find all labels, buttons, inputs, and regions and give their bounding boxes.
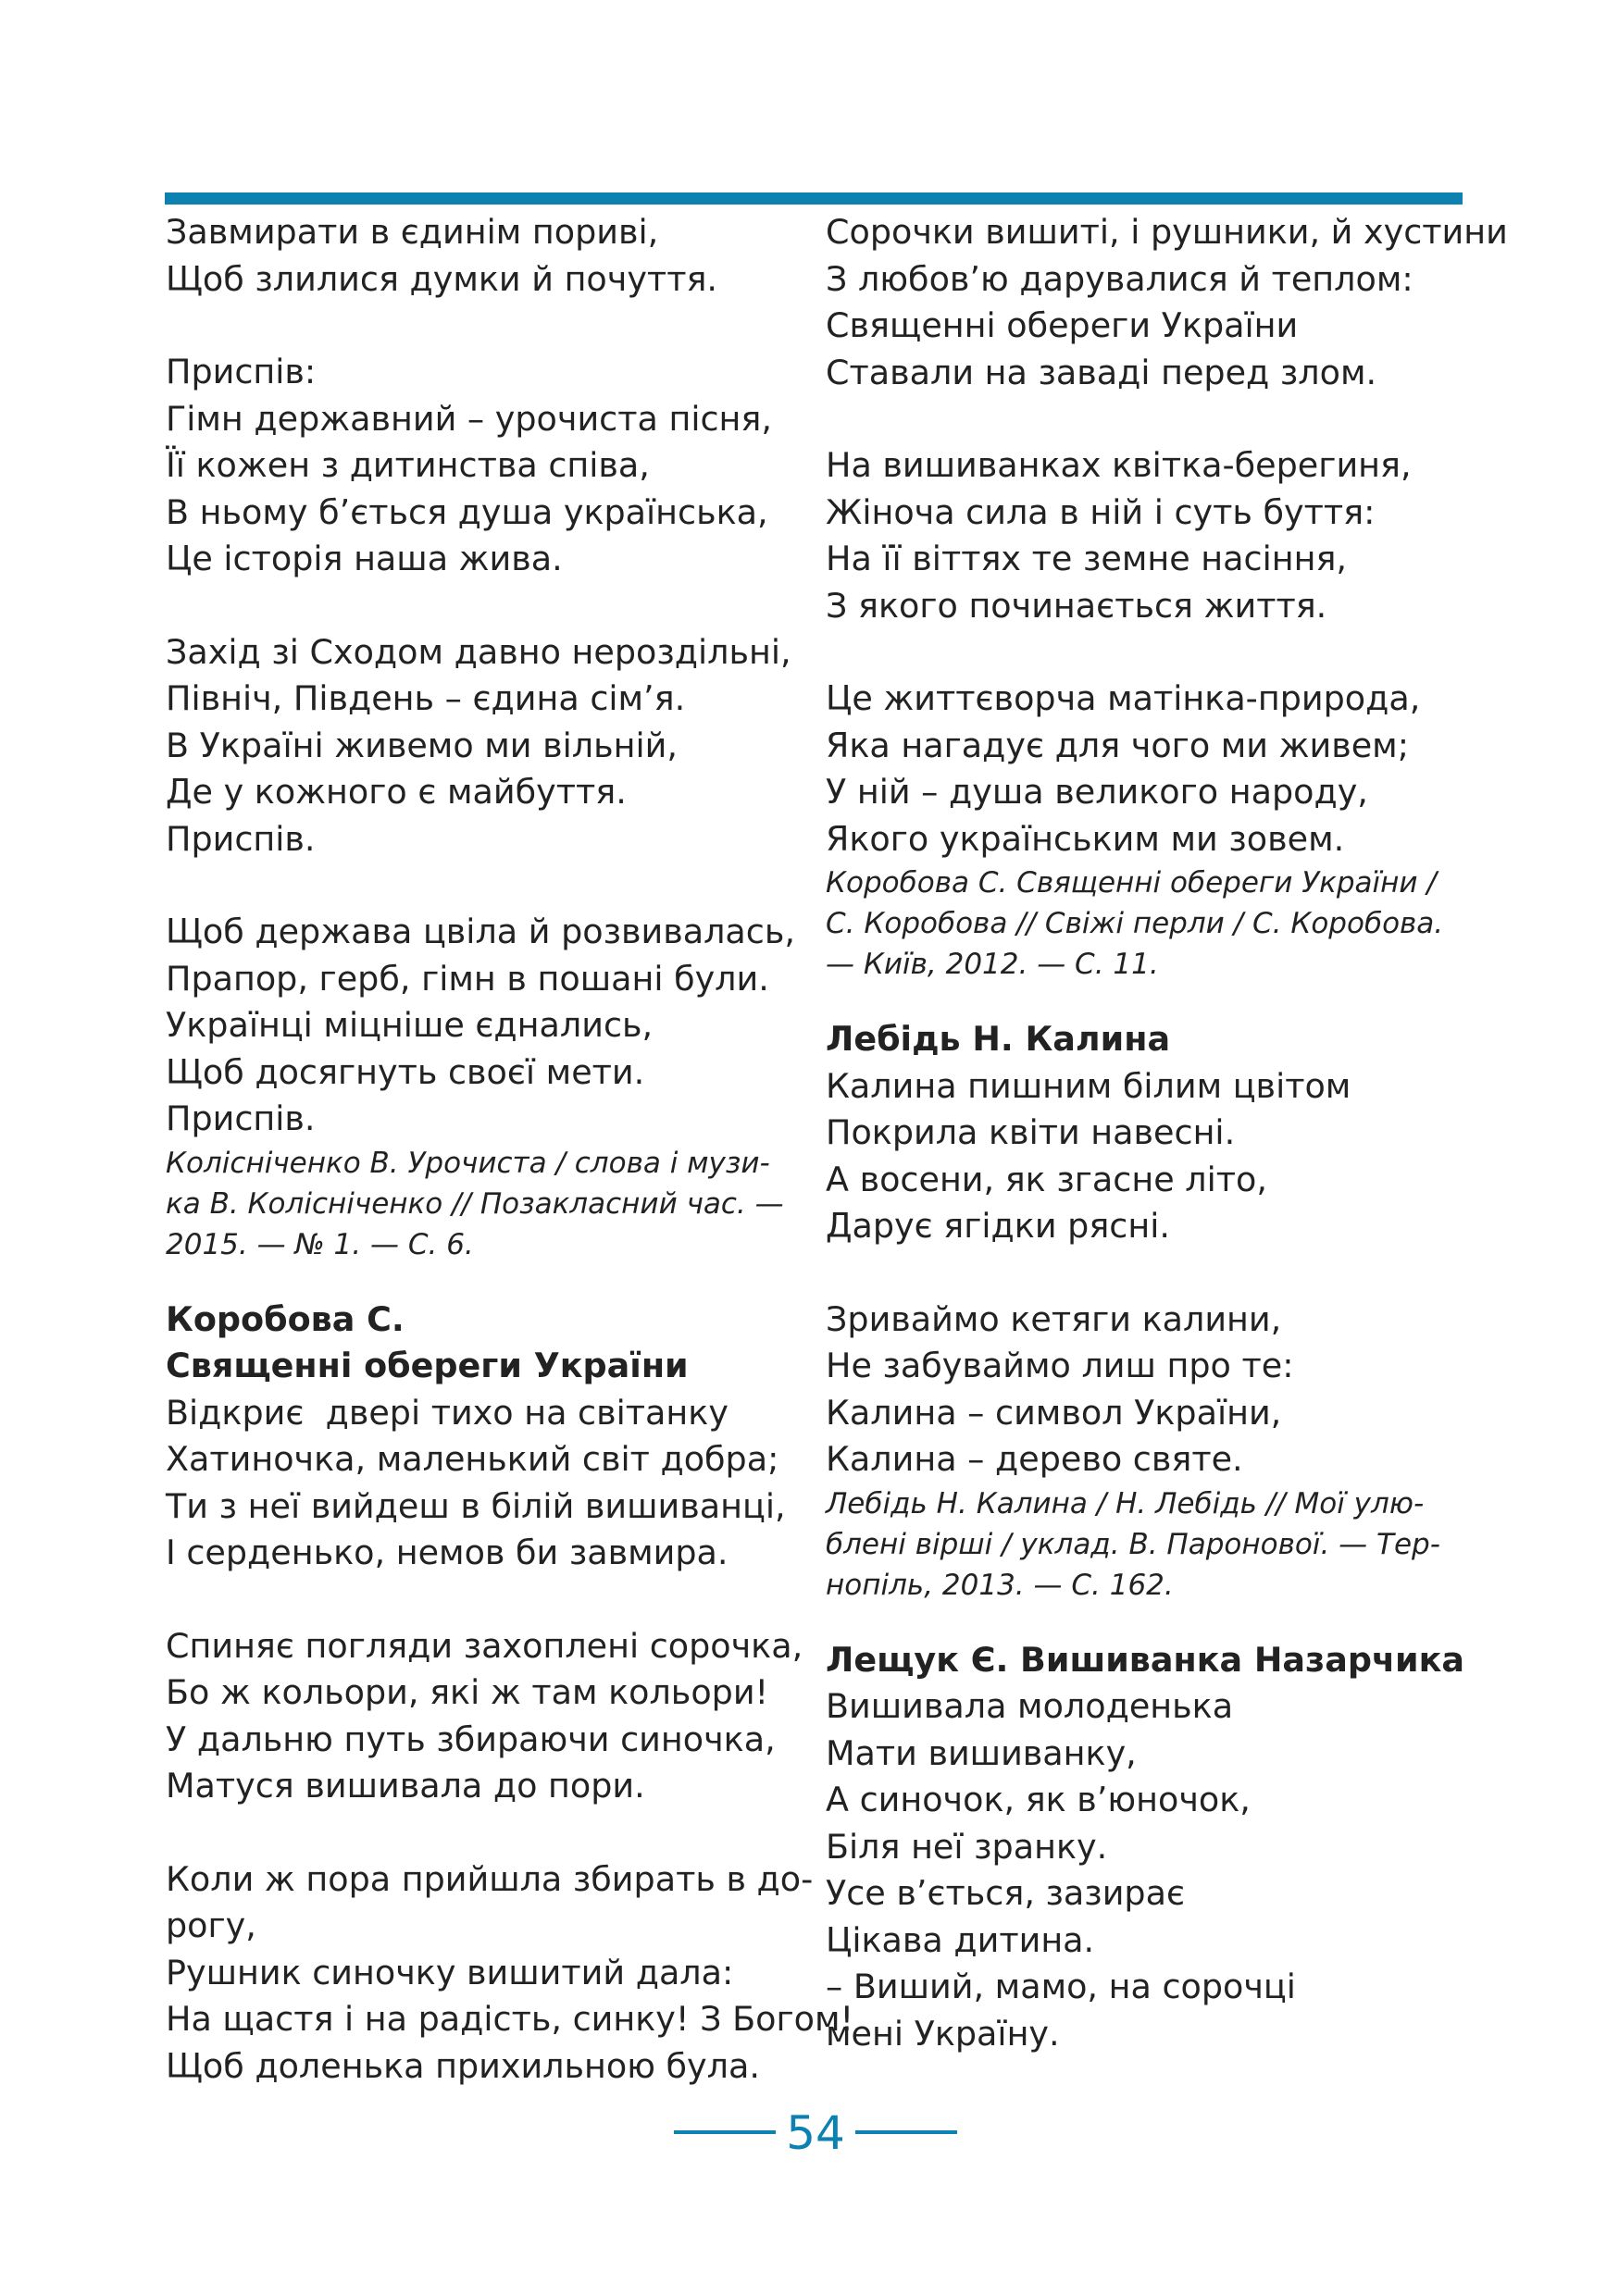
verse-line: Цікава дитина. <box>826 1919 1095 1960</box>
verse-line: В ньому б’ється душа українська, <box>166 491 768 532</box>
verse-line: Захід зі Сходом давно нероздільні, <box>166 631 791 672</box>
footer-rule-left <box>674 2130 776 2134</box>
verse-line: Зриваймо кетяги калини, <box>826 1298 1282 1339</box>
verse-line: Усе в’ється, зазирає <box>826 1873 1185 1913</box>
verse-line: Вишивала молоденька <box>826 1686 1234 1726</box>
verse-line: Ти з неї вийдеш в білій вишиванці, <box>166 1485 786 1526</box>
stanza <box>826 209 1508 396</box>
citation-line: Колісніченко В. Урочиста / слова і музи- <box>166 1146 770 1180</box>
verse-line: Її кожен з дитинства співа, <box>166 445 650 485</box>
footer-rule-right <box>855 2130 957 2134</box>
verse-line: – Виший, мамо, на сорочці <box>826 1967 1296 2006</box>
verse-line: Калина – дерево святе. <box>826 1439 1243 1479</box>
verse-line: Біля неї зранку. <box>826 1826 1108 1867</box>
verse-line: Дарує ягідки рясні. <box>826 1206 1170 1246</box>
verse-line: У дальню путь збираючи синочка, <box>166 1719 776 1759</box>
verse-line: У ній – душа великого народу, <box>826 772 1368 812</box>
verse-line: Жіноча сила в ній і суть буття: <box>826 491 1376 532</box>
poem-title: Лебідь Н. Калина <box>826 1019 1171 1059</box>
citation-line: блені вірші / уклад. В. Паронової. — Тер- <box>826 1527 1440 1561</box>
poem-title: Коробова С. <box>166 1298 405 1339</box>
verse-line: З якого починається життя. <box>826 585 1327 626</box>
citation <box>826 863 1478 985</box>
verse-line: На вишиванках квітка-берегиня, <box>826 445 1412 485</box>
citation-line: Коробова С. Священні обереги України / <box>826 866 1437 900</box>
citation <box>826 1483 1478 1606</box>
stanza <box>826 442 1478 629</box>
verse-line: Якого українським ми зовем. <box>826 818 1345 859</box>
verse-line: Калина пишним білим цвітом <box>826 1065 1351 1106</box>
verse-line: Сорочки вишиті, і рушники, й хустини <box>826 212 1508 252</box>
verse-line: Матуся вишивала до пори. <box>166 1766 645 1806</box>
citation-line: — Київ, 2012. — С. 11. <box>826 948 1159 981</box>
left-column <box>166 209 854 2090</box>
verse-line: З любов’ю дарувалися й теплом: <box>826 258 1414 299</box>
verse-line: Відкриє двері тихо на світанку <box>166 1392 729 1433</box>
verse-line: Ставали на заваді перед злом. <box>826 352 1377 392</box>
verse-line: Хатиночка, маленький світ добра; <box>166 1439 779 1479</box>
verse-line: Священні обереги України <box>826 305 1299 345</box>
verse-line: Щоб злилися думки й почуття. <box>166 258 718 299</box>
stanza <box>166 1390 814 1577</box>
verse-line: А синочок, як в’юночок, <box>826 1780 1251 1819</box>
verse-line: А восени, як згасне літо, <box>826 1159 1267 1199</box>
verse-line: Щоб держава цвіла й розвивалась, <box>166 912 795 951</box>
verse-line: Приспів: <box>166 352 317 391</box>
verse-line: Приспів. <box>166 818 316 859</box>
verse-line: рогу, <box>166 1905 256 1945</box>
verse-line: Щоб досягнуть своєї мети. <box>166 1051 645 1092</box>
verse-line: Калина – символ України, <box>826 1392 1282 1433</box>
verse-line: Завмирати в єдинім пориві, <box>166 212 659 252</box>
poem-title: Лещук Є. Вишиванка Назарчика <box>826 1639 1465 1680</box>
verse-line: Це історія наша жива. <box>166 539 563 578</box>
verse-line: мені Україну. <box>826 2013 1060 2054</box>
stanza <box>166 1623 814 1810</box>
stanza <box>166 209 814 303</box>
citation-line: ка В. Колісніченко // Позакласний час. — <box>166 1186 784 1221</box>
verse-line: Гімн державний – урочиста пісня, <box>166 398 772 439</box>
verse-line: Приспів. <box>166 1098 316 1138</box>
right-column <box>826 209 1508 2057</box>
verse-line: Рушник синочку вишитий дала: <box>166 1952 734 1992</box>
verse-line: Яка нагадує для чого ми живем; <box>826 725 1410 765</box>
poem-title: Священні обереги України <box>166 1346 689 1385</box>
verse-line: Не забуваймо лиш про те: <box>826 1346 1294 1385</box>
verse-line: Північ, Південь – єдина сім’я. <box>166 678 686 718</box>
stanza <box>826 676 1478 863</box>
stanza <box>166 349 814 583</box>
verse-line: Українці міцніше єднались, <box>166 1005 654 1045</box>
verse-line: Щоб доленька прихильною була. <box>166 2045 760 2086</box>
verse-line: Бо ж кольори, які ж там кольори! <box>166 1672 769 1712</box>
citation-line: 2015. — № 1. — С. 6. <box>166 1227 474 1261</box>
stanza <box>826 1297 1478 1483</box>
citation-line: нопіль, 2013. — С. 162. <box>826 1568 1174 1602</box>
top-rule <box>165 192 1463 205</box>
stanza <box>166 629 814 863</box>
citation-line: С. Коробова // Свіжі перли / С. Коробова. <box>826 907 1444 940</box>
stanza <box>166 1856 854 2091</box>
verse-line: Де у кожного є майбуття. <box>166 772 627 812</box>
verse-line: Покрила квіти навесні. <box>826 1112 1236 1152</box>
page-footer <box>0 2105 1619 2170</box>
stanza <box>166 909 814 1143</box>
verse-line: На її віттях те земне насіння, <box>826 539 1348 578</box>
verse-line: Прапор, герб, гімн в пошані були. <box>166 958 769 999</box>
stanza <box>826 1063 1478 1250</box>
verse-line: В Україні живемо ми вільній, <box>166 725 678 765</box>
stanza <box>826 1683 1478 2057</box>
page-number: 54 <box>786 2106 845 2160</box>
verse-line: Спиняє погляди захоплені сорочка, <box>166 1625 803 1666</box>
verse-line: Мати вишиванку, <box>826 1732 1137 1773</box>
verse-line: На щастя і на радість, синку! З Богом! <box>166 1999 854 2039</box>
verse-line: І серденько, немов би завмира. <box>166 1533 729 1572</box>
verse-line: Це життєворча матінка-природа, <box>826 678 1421 718</box>
verse-line: Коли ж пора прийшла збирать в до- <box>166 1858 814 1899</box>
citation-line: Лебідь Н. Калина / Н. Лебідь // Мої улю- <box>826 1486 1425 1520</box>
citation <box>166 1143 814 1265</box>
